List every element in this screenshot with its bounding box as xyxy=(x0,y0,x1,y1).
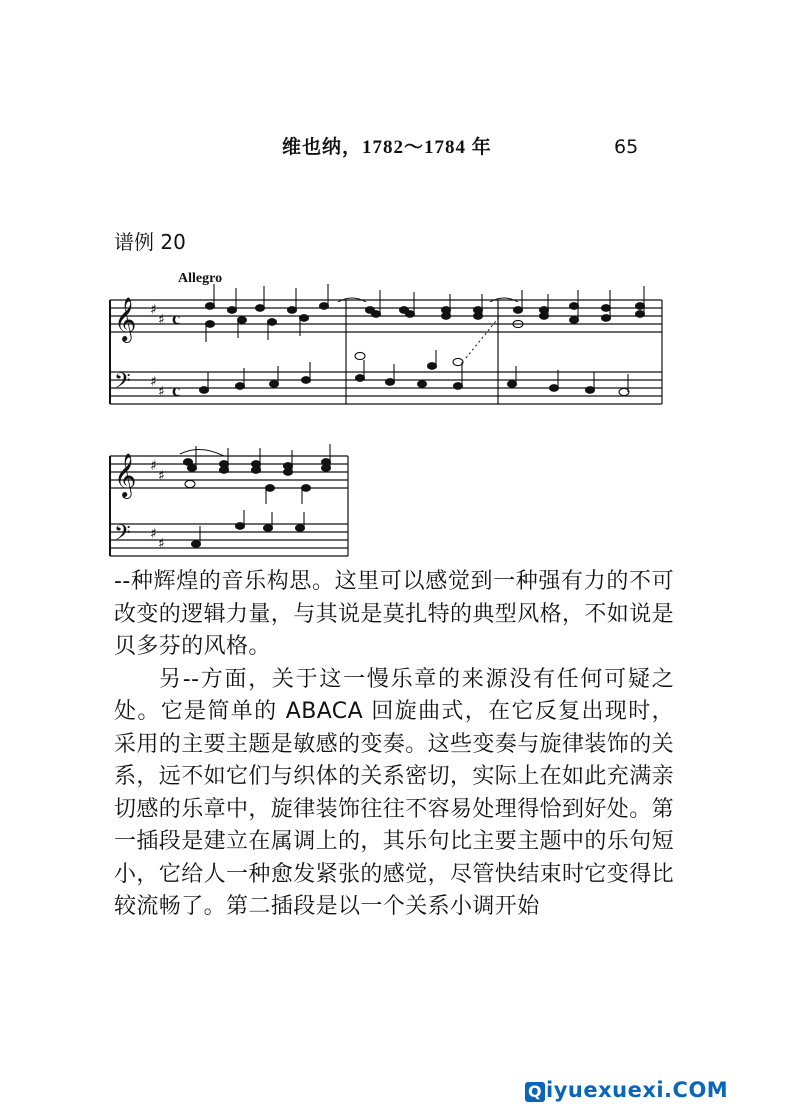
svg-text:♯: ♯ xyxy=(158,384,165,400)
running-header: 维也纳，1782～1784 年 xyxy=(282,137,492,158)
svg-text:♯: ♯ xyxy=(150,526,157,542)
score-system-1 xyxy=(100,280,670,410)
svg-text:c: c xyxy=(172,308,180,328)
site-watermark xyxy=(525,1078,728,1102)
svg-text:♯: ♯ xyxy=(150,458,157,474)
score-system-2 xyxy=(100,440,360,560)
watermark-text: iyuexuexi.COM xyxy=(546,1078,729,1102)
svg-text:♯: ♯ xyxy=(158,468,165,484)
watermark-initial: Q xyxy=(525,1082,545,1102)
svg-text:c: c xyxy=(172,380,180,400)
svg-text:𝄢: 𝄢 xyxy=(114,521,131,551)
svg-text:♯: ♯ xyxy=(158,536,165,552)
example-label: 谱例 20 xyxy=(114,230,186,254)
paragraph-2: 另--方面，关于这一慢乐章的来源没有任何可疑之处。它是简单的 ABACA 回旋曲式，在它反复出现时，采用的主要主题是敏感的变奏。这些变奏与旋律装饰的关系，远不如它们与织体的关系密切，实际上在如此充满亲切感的乐章中，旋律装饰往往不容易处理得恰到好处。第一插段是建立在属调上的，其乐句比主要主题中的乐句短小，它给人一种愈发紧张的感觉，尽管快结束时它变得比较流畅了。第二插段是以一个关系小调开始 xyxy=(114,666,675,919)
body-text xyxy=(114,566,674,924)
svg-text:𝄞: 𝄞 xyxy=(114,453,137,497)
page-number: 65 xyxy=(614,136,639,158)
svg-text:♯: ♯ xyxy=(150,374,157,390)
paragraph-1: --种辉煌的音乐构思。这里可以感觉到一种强有力的不可改变的逻辑力量，与其说是莫扎特的典型风格，不如说是贝多芬的风格。 xyxy=(114,569,675,659)
svg-text:𝄞: 𝄞 xyxy=(114,297,137,341)
svg-text:𝄢: 𝄢 xyxy=(114,369,131,399)
svg-text:♯: ♯ xyxy=(150,302,157,318)
svg-text:♯: ♯ xyxy=(158,312,165,328)
tempo-marking: Allegro xyxy=(178,271,223,286)
